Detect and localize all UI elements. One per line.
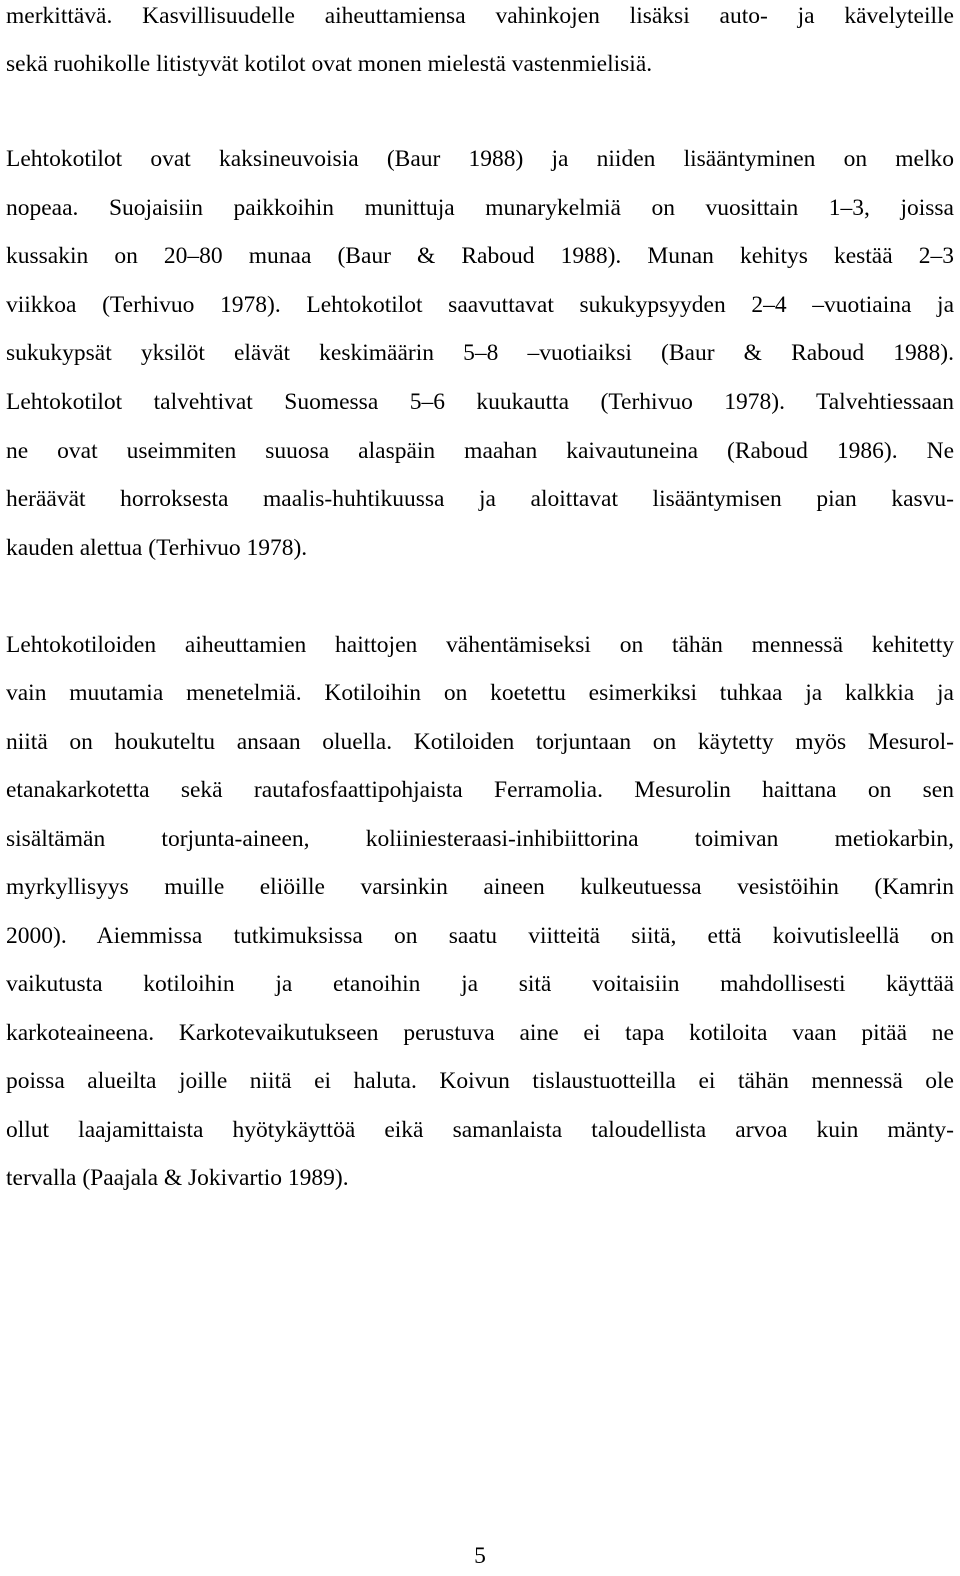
text-line: ollut laajamittaista hyötykäyttöä eikä samanlaista taloudellista arvoa kuin mänty- (6, 1117, 954, 1143)
text-line: Lehtokotilot talvehtivat Suomessa 5–6 kuukautta (Terhivuo 1978). Talvehtiessaan (6, 389, 954, 415)
text-line: vain muutamia menetelmiä. Kotiloihin on koetettu esimerkiksi tuhkaa ja kalkkia ja (6, 680, 954, 706)
text-line: merkittävä. Kasvillisuudelle aiheuttamiensa vahinkojen lisäksi auto- ja kävelyteille (6, 3, 954, 29)
text-line: myrkyllisyys muille eliöille varsinkin aineen kulkeutuessa vesistöihin (Kamrin (6, 874, 954, 900)
text-line: niitä on houkuteltu ansaan oluella. Kotiloiden torjuntaan on käytetty myös Mesurol- (6, 729, 954, 755)
text-line: kussakin on 20–80 munaa (Baur & Raboud 1988). Munan kehitys kestää 2–3 (6, 243, 954, 269)
text-line: 2000). Aiemmissa tutkimuksissa on saatu viitteitä siitä, että koivutisleellä on (6, 923, 954, 949)
page-number: 5 (474, 1543, 486, 1569)
text-line: viikkoa (Terhivuo 1978). Lehtokotilot saavuttavat sukukypsyyden 2–4 –vuotiaina ja (6, 292, 954, 318)
text-line: sukukypsät yksilöt elävät keskimäärin 5–8 –vuotiaiksi (Baur & Raboud 1988). (6, 340, 954, 366)
text-line: sekä ruohikolle litistyvät kotilot ovat monen mielestä vastenmielisiä. (6, 51, 653, 77)
text-line: tervalla (Paajala & Jokivartio 1989). (6, 1165, 349, 1191)
text-line: nopeaa. Suojaisiin paikkoihin munittuja munarykelmiä on vuosittain 1–3, joissa (6, 195, 954, 221)
text-line: vaikutusta kotiloihin ja etanoihin ja sitä voitaisiin mahdollisesti käyttää (6, 971, 954, 997)
text-line: Lehtokotilot ovat kaksineuvoisia (Baur 1988) ja niiden lisääntyminen on melko (6, 146, 954, 172)
text-line: kauden alettua (Terhivuo 1978). (6, 535, 308, 561)
text-line: etanakarkotetta sekä rautafosfaattipohjaista Ferramolia. Mesurolin haittana on sen (6, 777, 954, 803)
text-line: ne ovat useimmiten suuosa alaspäin maahan kaivautuneina (Raboud 1986). Ne (6, 438, 954, 464)
text-line: poissa alueilta joille niitä ei haluta. Koivun tislaustuotteilla ei tähän mennessä ole (6, 1068, 954, 1094)
text-line: Lehtokotiloiden aiheuttamien haittojen vähentämiseksi on tähän mennessä kehitetty (6, 632, 954, 658)
text-line: sisältämän torjunta-aineen, koliiniesteraasi-inhibiittorina toimivan metiokarbin, (6, 826, 954, 852)
text-line: karkoteaineena. Karkotevaikutukseen perustuva aine ei tapa kotiloita vaan pitää ne (6, 1020, 954, 1046)
text-line: heräävät horroksesta maalis-huhtikuussa ja aloittavat lisääntymisen pian kasvu- (6, 486, 954, 512)
